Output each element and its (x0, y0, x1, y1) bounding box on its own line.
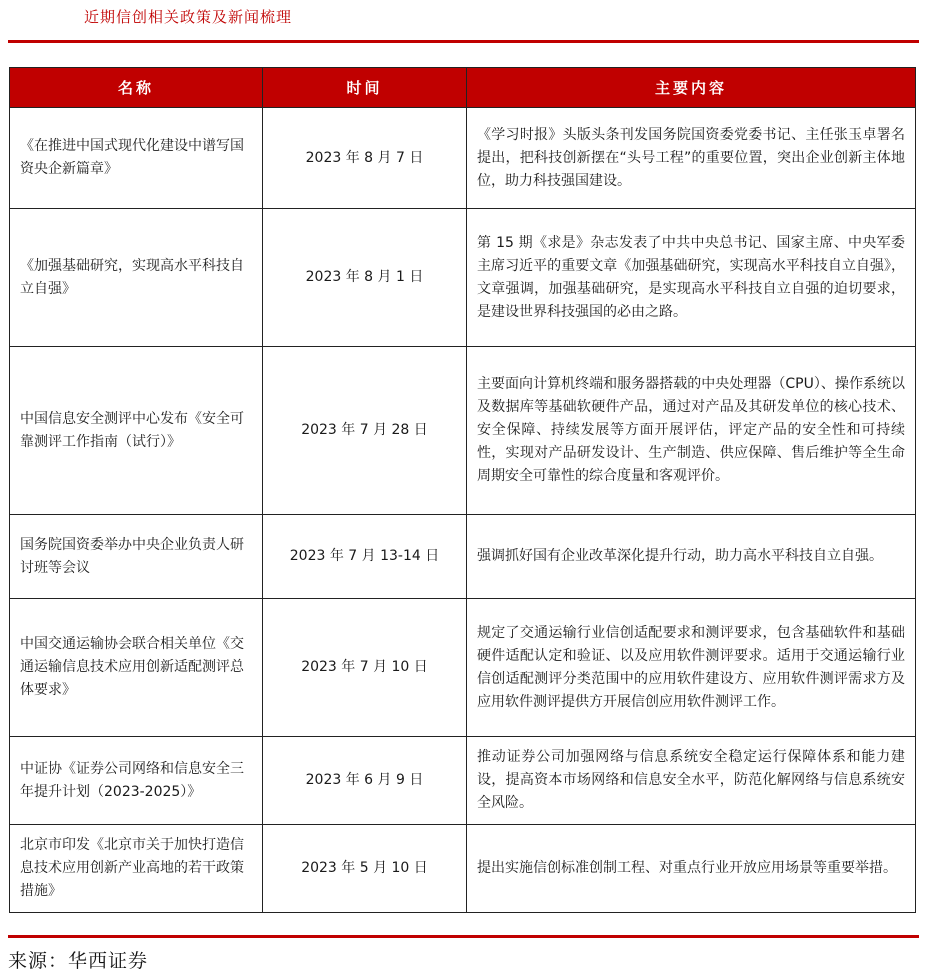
row-time-cell: 2023 年 5 月 10 日 (263, 825, 467, 913)
row-name-cell: 国务院国资委举办中央企业负责人研讨班等会议 (10, 515, 263, 599)
row-time-cell: 2023 年 7 月 10 日 (263, 599, 467, 737)
policy-table (9, 67, 916, 913)
bottom-divider (8, 935, 919, 938)
row-content-cell: 第 15 期《求是》杂志发表了中共中央总书记、国家主席、中央军委主席习近平的重要文章《加强基础研究，实现高水平科技自立自强》，文章强调，加强基础研究，是实现高水平科技自立自强的迫切要求，是建设世界科技强国的必由之路。 (467, 209, 916, 347)
row-time-cell: 2023 年 7 月 13-14 日 (263, 515, 467, 599)
row-name-cell: 北京市印发《北京市关于加快打造信息技术应用创新产业高地的若干政策措施》 (10, 825, 263, 913)
top-divider (8, 40, 919, 43)
row-name-cell: 中国信息安全测评中心发布《安全可靠测评工作指南（试行）》 (10, 347, 263, 515)
row-time-cell: 2023 年 8 月 1 日 (263, 209, 467, 347)
row-content-cell: 规定了交通运输行业信创适配要求和测评要求，包含基础软件和基础硬件适配认定和验证、以及应用软件测评要求。适用于交通运输行业信创适配测评分类范围中的应用软件建设方、应用软件测评需求方及应用软件测评提供方开展信创应用软件测评工作。 (467, 599, 916, 737)
table-row (10, 209, 916, 347)
table-row (10, 515, 916, 599)
source-note: 来源：华西证券 (8, 950, 149, 972)
row-content-cell: 推动证券公司加强网络与信息系统安全稳定运行保障体系和能力建设，提高资本市场网络和信息安全水平，防范化解网络与信息系统安全风险。 (467, 737, 916, 825)
row-content-cell: 主要面向计算机终端和服务器搭载的中央处理器（CPU）、操作系统以及数据库等基础软硬件产品，通过对产品及其研发单位的核心技术、安全保障、持续发展等方面开展评估，评定产品的安全性和可持续性，实现对产品研发设计、生产制造、供应保障、售后维护等全生命周期安全可靠性的综合度量和客观评价。 (467, 347, 916, 515)
row-time-cell: 2023 年 6 月 9 日 (263, 737, 467, 825)
table-row (10, 825, 916, 913)
row-time-cell: 2023 年 8 月 7 日 (263, 108, 467, 209)
row-name-cell: 《加强基础研究，实现高水平科技自立自强》 (10, 209, 263, 347)
row-content-cell: 《学习时报》头版头条刊发国务院国资委党委书记、主任张玉卓署名提出，把科技创新摆在“头号工程”的重要位置，突出企业创新主体地位，助力科技强国建设。 (467, 108, 916, 209)
table-row (10, 599, 916, 737)
column-header-time: 时间 (263, 68, 467, 108)
page-title: 近期信创相关政策及新闻梳理 (84, 8, 293, 26)
row-name-cell: 中国交通运输协会联合相关单位《交通运输信息技术应用创新适配测评总体要求》 (10, 599, 263, 737)
row-name-cell: 《在推进中国式现代化建设中谱写国资央企新篇章》 (10, 108, 263, 209)
row-time-cell: 2023 年 7 月 28 日 (263, 347, 467, 515)
row-content-cell: 提出实施信创标准创制工程、对重点行业开放应用场景等重要举措。 (467, 825, 916, 913)
table-header-row (10, 68, 916, 108)
table-row (10, 108, 916, 209)
table-row (10, 347, 916, 515)
row-name-cell: 中证协《证券公司网络和信息安全三年提升计划（2023-2025）》 (10, 737, 263, 825)
column-header-content: 主要内容 (467, 68, 916, 108)
row-content-cell: 强调抓好国有企业改革深化提升行动，助力高水平科技自立自强。 (467, 515, 916, 599)
table-row (10, 737, 916, 825)
column-header-name: 名称 (10, 68, 263, 108)
